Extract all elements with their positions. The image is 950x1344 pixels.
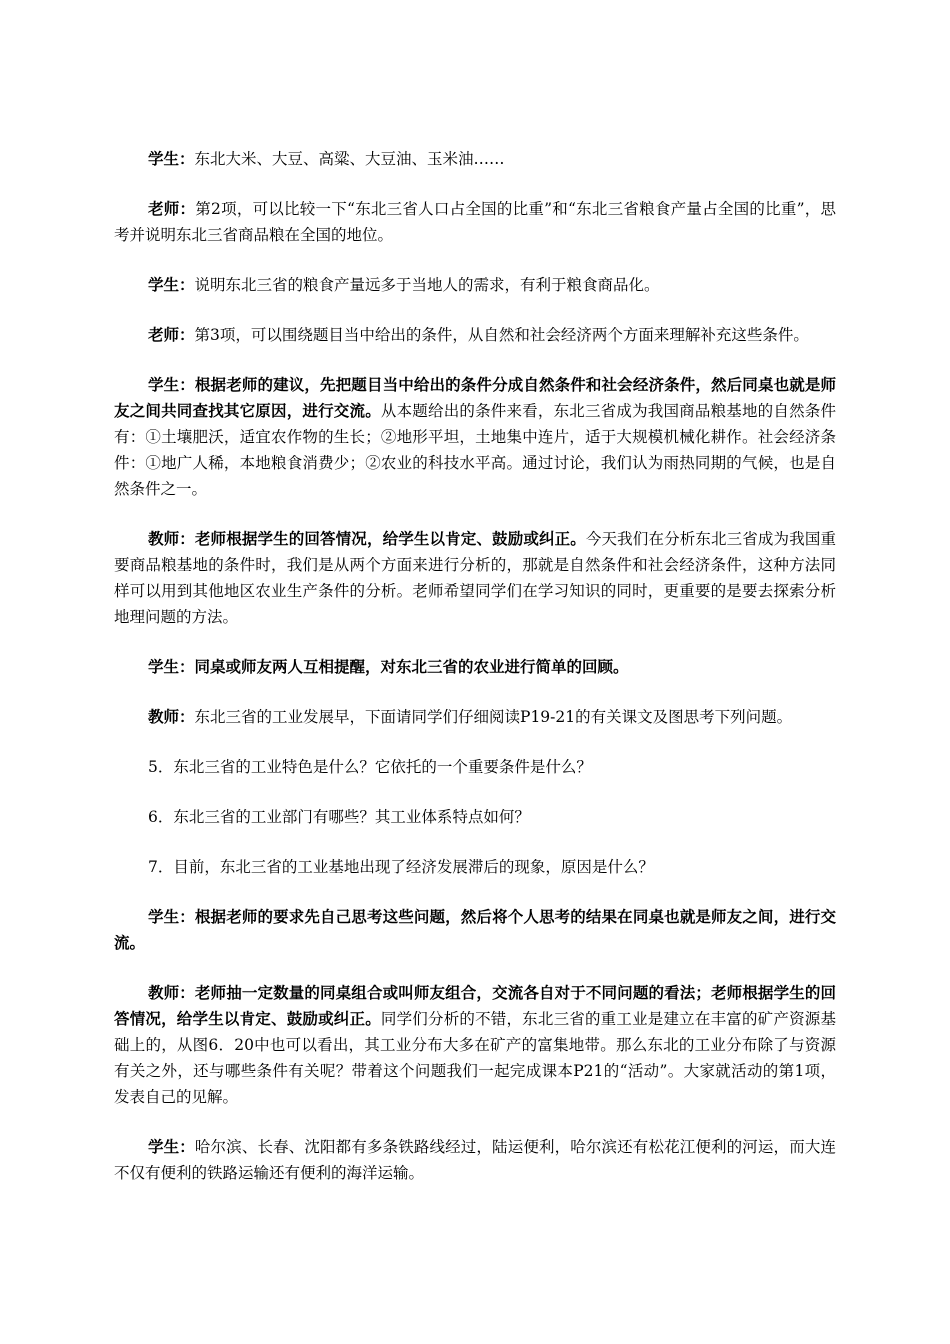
paragraph-text: 东北三省的工业发展早，下面请同学们仔细阅读P19-21的有关课文及图思考下列问题。 — [194, 708, 793, 726]
speaker-label: 老师： — [148, 199, 196, 218]
speaker-label: 学生： — [148, 149, 195, 168]
paragraph-text: 说明东北三省的粮食产量远多于当地人的需求，有利于粮食商品化。 — [194, 276, 660, 294]
speaker-label: 学生： — [148, 1137, 195, 1156]
speaker-label: 教师：老师抽一定数量的同桌组合或叫师友组合，交流各自对于不同问题的看法；老师根据学生的回答情况，给学生以肯定、鼓励或纠正。 — [114, 983, 836, 1028]
paragraph-text: 第3项，可以围绕题目当中给出的条件，从自然和社会经济两个方面来理解补充这些条件。 — [194, 326, 809, 344]
paragraph-text: 7．目前，东北三省的工业基地出现了经济发展滞后的现象，原因是什么？ — [148, 858, 654, 876]
question-item-7 — [114, 854, 836, 880]
speaker-label: 教师：老师根据学生的回答情况，给学生以肯定、鼓励或纠正。 — [148, 529, 586, 548]
dialogue-paragraph-8 — [114, 704, 836, 730]
speaker-label: 学生：根据老师的建议，先把题目当中给出的条件分成自然条件和社会经济条件，然后同桌也就是师友之间共同查找其它原因，进行交流。 — [114, 375, 836, 420]
paragraph-text: 今天我们在分析东北三省成为我国重要商品粮基地的条件时，我们是从两个方面来进行分析的，那就是自然条件和社会经济条件，这种方法同样可以用到其他地区农业生产条件的分析。老师希望同学们在学习知识的同时，更重要的是要去探索分析地理问题的方法。 — [114, 530, 836, 626]
paragraph-text: 哈尔滨、长春、沈阳都有多条铁路线经过，陆运便利，哈尔滨还有松花江便利的河运，而大连不仅有便利的铁路运输还有便利的海洋运输。 — [114, 1138, 836, 1182]
dialogue-paragraph-4 — [114, 322, 836, 348]
paragraph-text: 从本题给出的条件来看，东北三省成为我国商品粮基地的自然条件有：①土壤肥沃，适宜农作物的生长；②地形平坦，土地集中连片，适于大规模机械化耕作。社会经济条件：①地广人稀，本地粮食消费少；②农业的科技水平高。通过讨论，我们认为雨热同期的气候，也是自然条件之一。 — [114, 402, 836, 498]
dialogue-paragraph-5 — [114, 372, 836, 502]
dialogue-paragraph-7 — [114, 654, 836, 680]
dialogue-paragraph-13 — [114, 980, 836, 1110]
dialogue-paragraph-2 — [114, 196, 836, 248]
dialogue-paragraph-14 — [114, 1134, 836, 1186]
dialogue-paragraph-6 — [114, 526, 836, 630]
speaker-label: 学生：同桌或师友两人互相提醒，对东北三省的农业进行简单的回顾。 — [148, 657, 629, 676]
speaker-label: 教师： — [148, 707, 195, 726]
paragraph-text: 第2项，可以比较一下“东北三省人口占全国的比重”和“东北三省粮食产量占全国的比重”，思考并说明东北三省商品粮在全国的地位。 — [114, 200, 836, 244]
speaker-label: 学生：根据老师的要求先自己思考这些问题，然后将个人思考的结果在同桌也就是师友之间，进行交流。 — [114, 907, 836, 952]
paragraph-text: 5．东北三省的工业特色是什么？它依托的一个重要条件是什么？ — [148, 758, 592, 776]
paragraph-text: 6．东北三省的工业部门有哪些？其工业体系特点如何？ — [148, 808, 530, 826]
dialogue-paragraph-1 — [114, 146, 836, 172]
speaker-label: 学生： — [148, 275, 195, 294]
speaker-label: 老师： — [148, 325, 195, 344]
question-item-6 — [114, 804, 836, 830]
dialogue-paragraph-3 — [114, 272, 836, 298]
paragraph-text: 同学们分析的不错，东北三省的重工业是建立在丰富的矿产资源基础上的，从图6．20中也可以看出，其工业分布大多在矿产的富集地带。那么东北的工业分布除了与资源有关之外，还与哪些条件有关呢？带着这个问题我们一起完成课本P21的“活动”。大家就活动的第1项，发表自己的见解。 — [114, 1010, 836, 1106]
question-item-5 — [114, 754, 836, 780]
dialogue-paragraph-12 — [114, 904, 836, 956]
paragraph-text: 东北大米、大豆、高粱、大豆油、玉米油…… — [194, 150, 505, 168]
document-body — [114, 146, 836, 1210]
